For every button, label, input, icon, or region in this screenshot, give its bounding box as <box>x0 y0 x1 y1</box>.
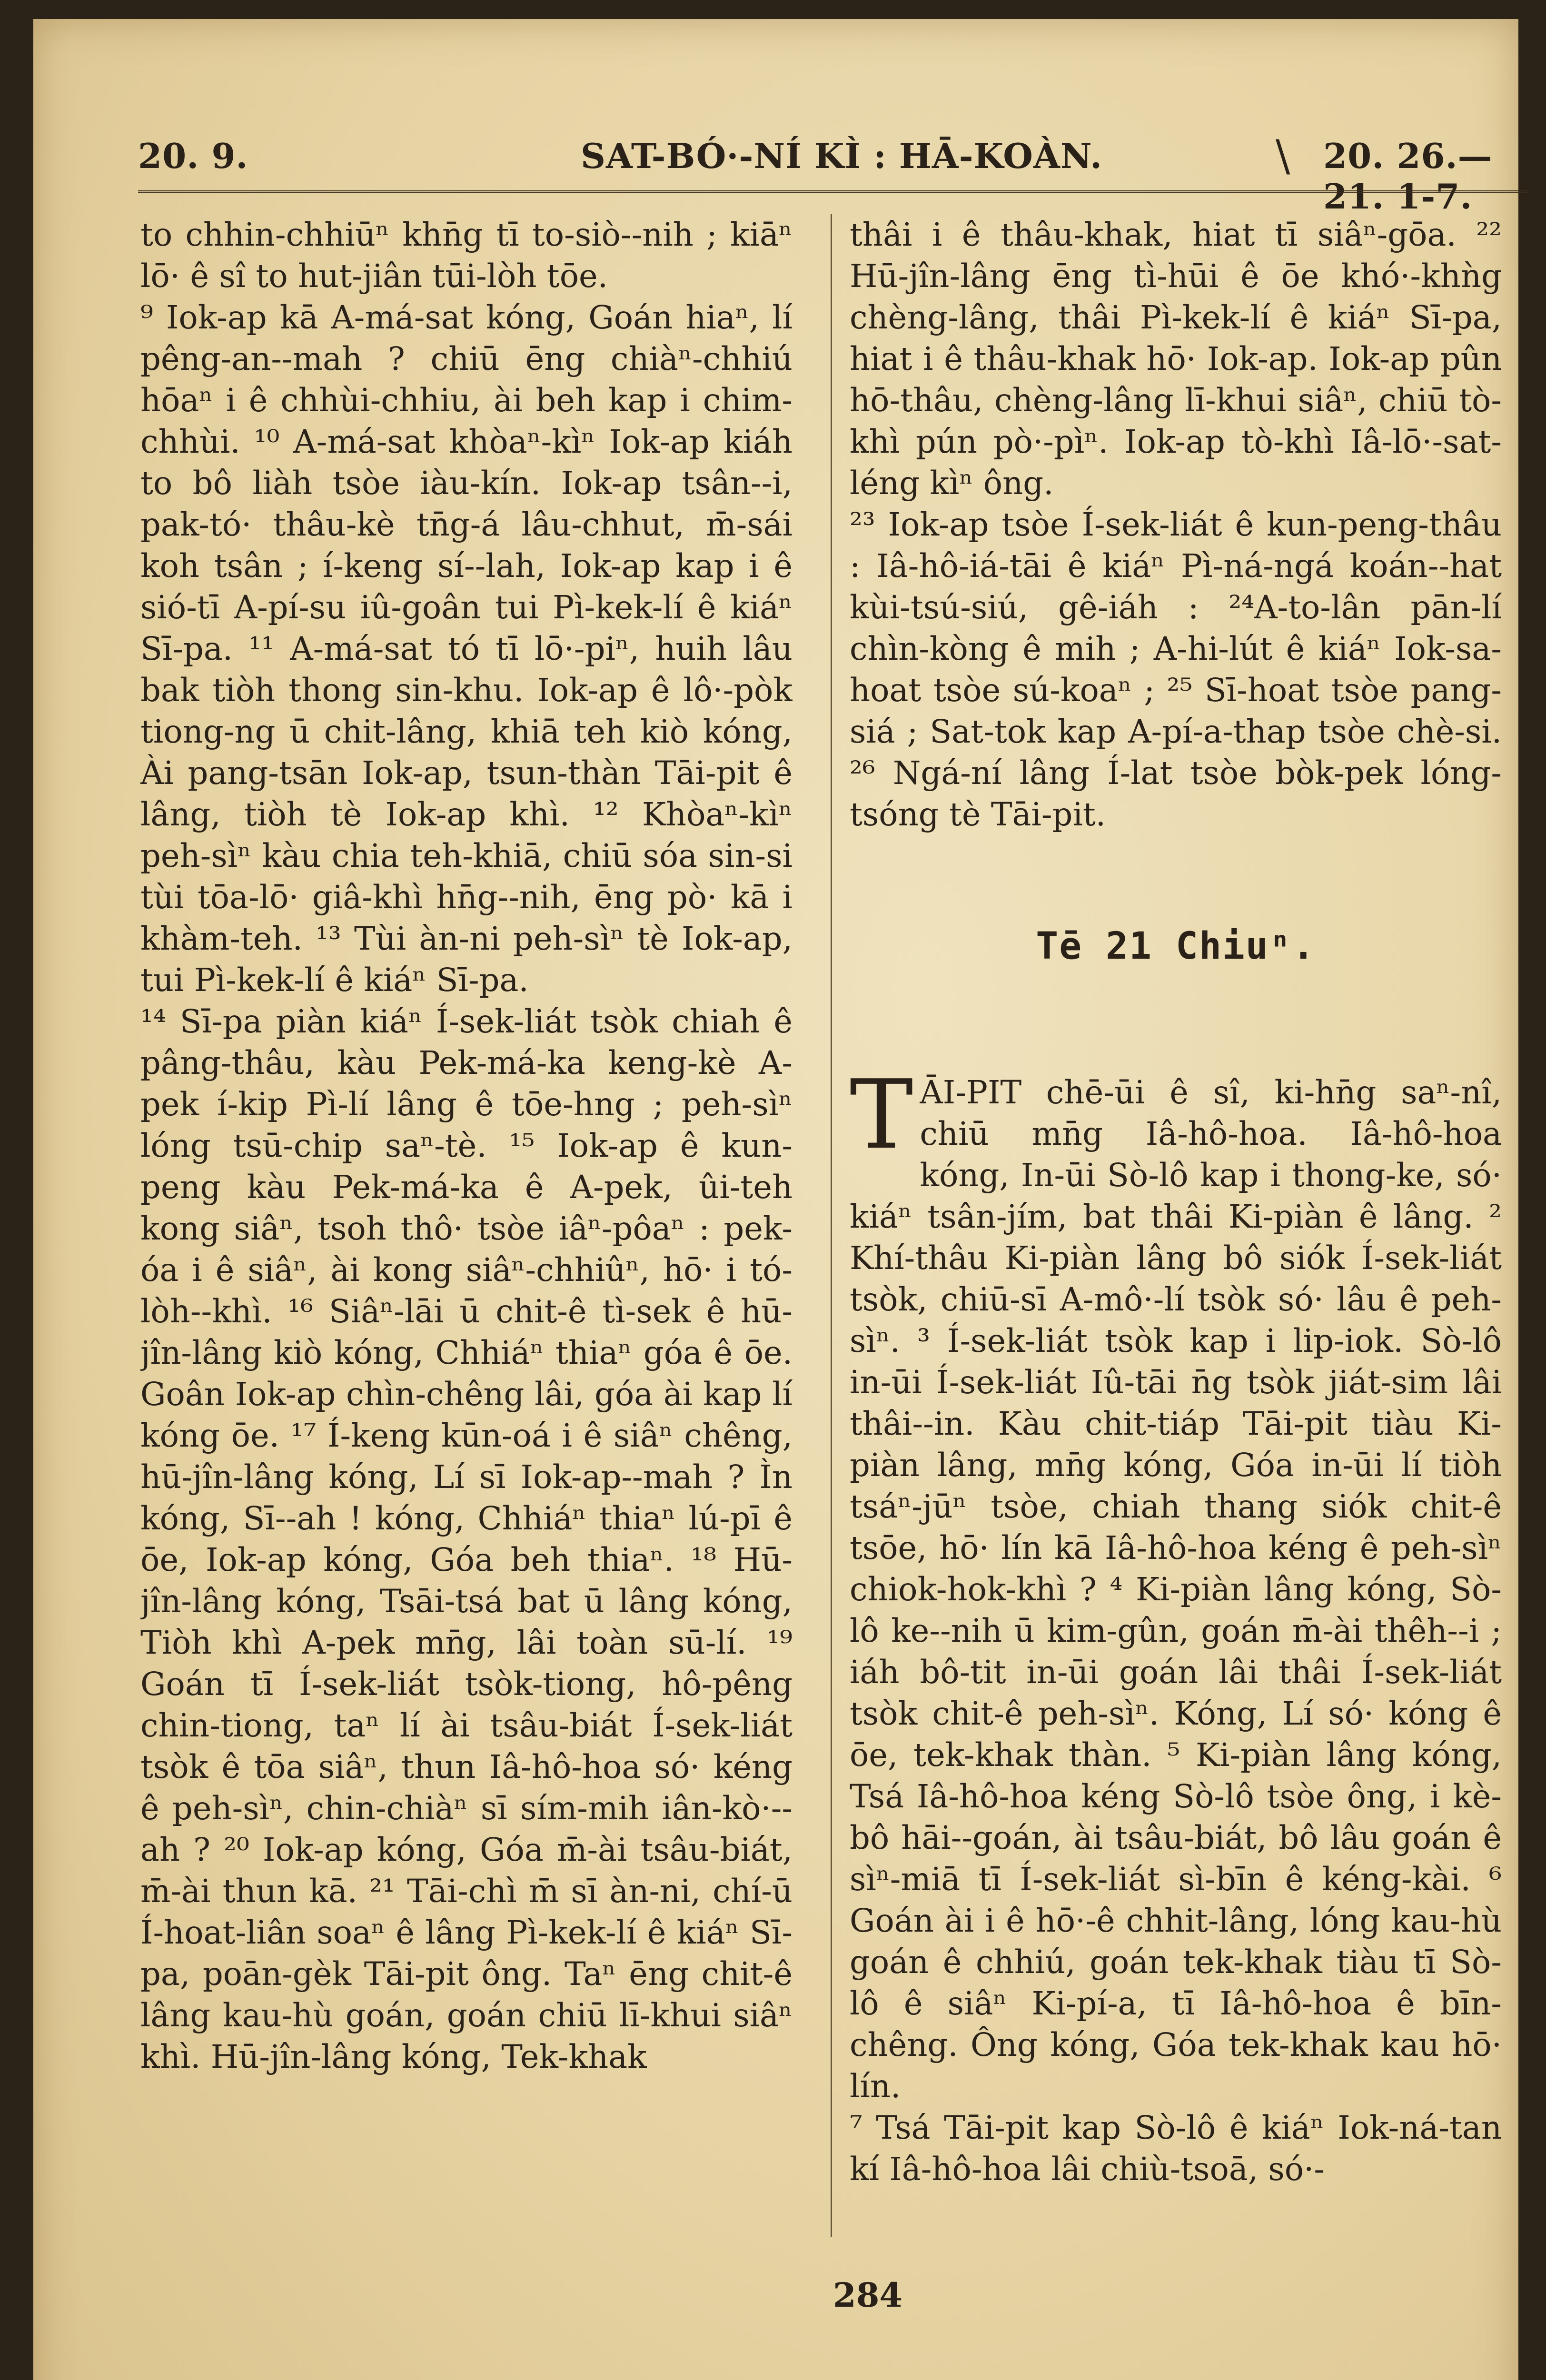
drop-cap: T <box>850 1060 913 1170</box>
paragraph: ⁹ Iok-ap kā A-má-sat kóng, Goán hiaⁿ, lí pêng-an--mah ? chiū ēng chiàⁿ-chhiú hōaⁿ i ê chhùi-chhiu, ài beh kap i chim-chhùi. ¹⁰ A-má-sat khòaⁿ-kìⁿ Iok-ap kiáh to bô liàh tsòe iàu-kín. Iok-ap tsân--i, pak-tó· thâu-kè tn̄g-á lâu-chhut, m̄-sái koh tsân ; í-keng sí--lah, Iok-ap kap i ê sió-tī A-pí-su iû-goân tui Pì-kek-lí ê kiáⁿ Sī-pa. ¹¹ A-má-sat tó tī lō·-piⁿ, huih lâu bak tiòh thong sin-khu. Iok-ap ê lô·-pòk tiong-ng ū chit-lâng, khiā teh kiò kóng, Ài pang-tsān Iok-ap, tsun-thàn Tāi-pit ê lâng, tiòh tè Iok-ap khì. ¹² Khòaⁿ-kìⁿ peh-sìⁿ kàu chia teh-khiā, chiū sóa sin-si tùi tōa-lō· giâ-khì hn̄g--nih, ēng pò· kā i khàm-teh. ¹³ Tùi àn-ni peh-sìⁿ tè Iok-ap, tui Pì-kek-lí ê kiáⁿ Sī-pa. <box>140 299 793 999</box>
running-header <box>138 126 1528 217</box>
header-separator: \ <box>1276 131 1291 181</box>
column-divider <box>831 214 832 2237</box>
header-verse-end: 20. 26.—21. 1-7. <box>1323 136 1493 217</box>
page-number: 284 <box>833 2275 903 2315</box>
book-page <box>33 19 1518 2380</box>
chapter-heading: Tē 21 Chiuⁿ. <box>1036 925 1316 968</box>
chapter-paragraph-text: ĀI-PIT chē-ūi ê sî, ki-hn̄g saⁿ-nî, chiū mn̄g Iâ-hô-hoa. Iâ-hô-hoa kóng, In-ūi Sò-lô kap i thong-ke, só· kiáⁿ tsân-jím, bat thâi Ki-piàn ê lâng. ² Khí-thâu Ki-piàn lâng bô siók Í-sek-liát tsòk, chiū-sī A-mô·-lí tsòk só· lâu ê peh-sìⁿ. ³ Í-sek-liát tsòk kap i lip-iok. Sò-lô in-ūi Í-sek-liát Iû-tāi n̄g tsòk jiát-sim lâi thâi--in. Kàu chit-tiáp Tāi-pit tiàu Ki-piàn lâng, mn̄g kóng, Góa in-ūi lí tiòh tsáⁿ-jūⁿ tsòe, chiah thang siók chit-ê tsōe, hō· lín kā Iâ-hô-hoa kéng ê peh-sìⁿ chiok-hok-khì ? ⁴ Ki-piàn lâng kóng, Sò-lô ke--nih ū kim-gûn, goán m̄-ài thêh--i ; iáh bô-tit in-ūi goán lâi thâi Í-sek-liát tsòk chit-ê peh-sìⁿ. Kóng, Lí só· kóng ê ōe, tek-khak thàn. ⁵ Ki-piàn lâng kóng, Tsá Iâ-hô-hoa kéng Sò-lô tsòe ông, i kè-bô hāi--goán, ài tsâu-biát, bô lâu goán ê sìⁿ-miā tī Í-sek-liát sì-bīn ê kéng-kài. ⁶ Goán ài i ê hō·-ê chhit-lâng, lóng kau-hù goán ê chhiú, goán tek-khak tiàu tī Sò-lô ê siâⁿ Ki-pí-a, tī Iâ-hô-hoa ê bīn-chêng. Ông kóng, Góa tek-khak kau hō· lín. <box>850 1074 1502 2105</box>
paragraph: to chhin-chhiūⁿ khn̄g tī to-siò--nih ; kiāⁿ lō· ê sî to hut-jiân tūi-lòh tōe. <box>140 216 793 295</box>
header-rule <box>138 190 1528 193</box>
chapter-opening-paragraph <box>850 1060 1502 2107</box>
right-column <box>850 214 1502 2275</box>
paragraph: ¹⁴ Sī-pa piàn kiáⁿ Í-sek-liát tsòk chiah ê pâng-thâu, kàu Pek-má-ka keng-kè A-pek í-kip Pì-lí lâng ê tōe-hng ; peh-sìⁿ lóng tsū-chip saⁿ-tè. ¹⁵ Iok-ap ê kun-peng kàu Pek-má-ka ê A-pek, ûi-teh kong siâⁿ, tsoh thô· tsòe iâⁿ-pôaⁿ : pek-óa i ê siâⁿ, ài kong siâⁿ-chhiûⁿ, hō· i tó-lòh--khì. ¹⁶ Siâⁿ-lāi ū chit-ê tì-sek ê hū-jîn-lâng kiò kóng, Chhiáⁿ thiaⁿ góa ê ōe. Goân Iok-ap chìn-chêng lâi, góa ài kap lí kóng ōe. ¹⁷ Í-keng kūn-oá i ê siâⁿ chêng, hū-jîn-lâng kóng, Lí sī Iok-ap--mah ? Ìn kóng, Sī--ah ! kóng, Chhiáⁿ thiaⁿ lú-pī ê ōe, Iok-ap kóng, Góa beh thiaⁿ. ¹⁸ Hū-jîn-lâng kóng, Tsāi-tsá bat ū lâng kóng, Tiòh khì A-pek mn̄g, lâi toàn sū-lí. ¹⁹ Goán tī Í-sek-liát tsòk-tiong, hô-pêng chin-tiong, taⁿ lí ài tsâu-biát Í-sek-liát tsòk ê tōa siâⁿ, thun Iâ-hô-hoa só· kéng ê peh-sìⁿ, chin-chiàⁿ sī sím-mih iân-kò·--ah ? ²⁰ Iok-ap kóng, Góa m̄-ài tsâu-biát, m̄-ài thun kā. ²¹ Tāi-chì m̄ sī àn-ni, chí-ū Í-hoat-liân soaⁿ ê lâng Pì-kek-lí ê kiáⁿ Sī-pa, poān-gèk Tāi-pit ông. Taⁿ ēng chit-ê lâng kau-hù goán, goán chiū lī-khui siâⁿ khì. Hū-jîn-lâng kóng, Tek-khak <box>140 1003 793 2075</box>
paragraph: ⁷ Tsá Tāi-pit kap Sò-lô ê kiáⁿ Iok-ná-tan kí Iâ-hô-hoa lâi chiù-tsoā, só·- <box>850 2109 1502 2188</box>
header-verse-start: 20. 9. <box>138 136 248 176</box>
paragraph: thâi i ê thâu-khak, hiat tī siâⁿ-gōa. ²² Hū-jîn-lâng ēng tì-hūi ê ōe khó·-khǹg chèng-lâng, thâi Pì-kek-lí ê kiáⁿ Sī-pa, hiat i ê thâu-khak hō· Iok-ap. Iok-ap pûn hō-thâu, chèng-lâng lī-khui siâⁿ, chiū tò-khì pún pò·-pìⁿ. Iok-ap tò-khì Iâ-lō·-sat-léng kìⁿ ông. <box>850 216 1502 502</box>
left-column <box>140 214 793 2275</box>
header-book-title: SAT-BÓ·-NÍ KÌ : HĀ-KOÀN. <box>581 136 1103 176</box>
paragraph: ²³ Iok-ap tsòe Í-sek-liát ê kun-peng-thâu : Iâ-hô-iá-tāi ê kiáⁿ Pì-ná-ngá koán--hat kùi-tsú-siú, gê-iáh : ²⁴A-to-lân pān-lí chìn-kòng ê mih ; A-hi-lút ê kiáⁿ Iok-sa-hoat tsòe sú-koaⁿ ; ²⁵ Sī-hoat tsòe pang-siá ; Sat-tok kap A-pí-a-thap tsòe chè-si. ²⁶ Ngá-ní lâng Í-lat tsòe bòk-pek lóng-tsóng tè Tāi-pit. <box>850 506 1502 833</box>
